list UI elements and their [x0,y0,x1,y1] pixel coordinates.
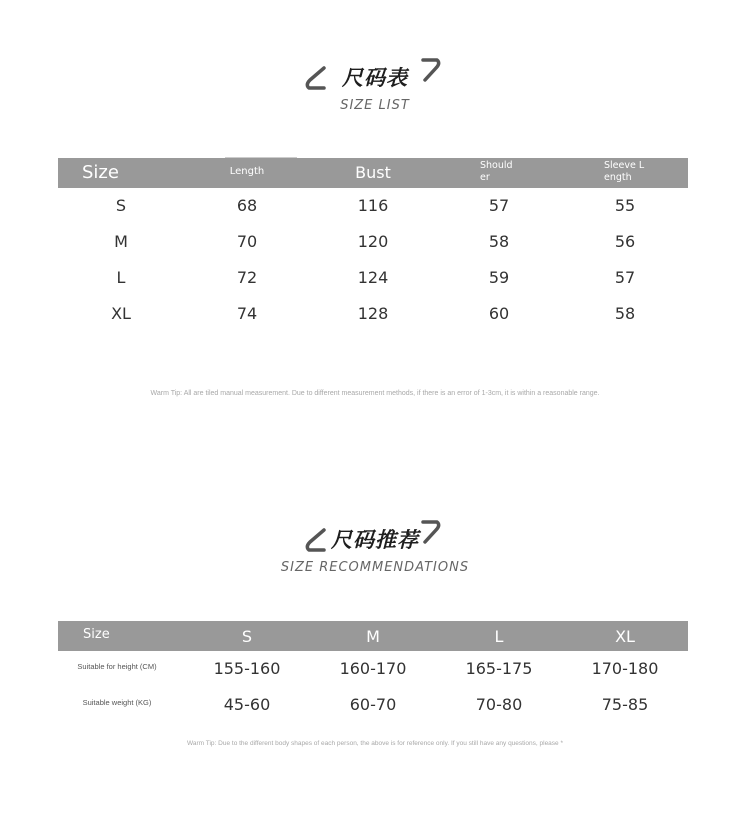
cell-sleeve: 55 [614,196,636,215]
header-size-l: L [494,627,504,646]
header-size-s: S [241,627,253,646]
header-sleeve-length: Sleeve L ength [604,160,645,183]
row-label-height: Suitable for height (CM) [77,662,157,671]
size-rec-title-en: SIZE RECOMMENDATIONS [280,560,470,575]
cell-shoulder: 58 [488,232,510,251]
right-bracket-icon [421,518,445,544]
cell-size: M [114,232,128,251]
cell-bust: 124 [357,268,389,287]
size-list-title-en: SIZE LIST [340,98,410,113]
header-divider [225,157,297,158]
size-list-warm-tip: Warm Tip: All are tiled manual measurement. Due to different measurement methods, if there is an error of 1-3cm, it is within a reasonable range. [150,390,600,397]
size-rec-table [58,621,688,721]
size-rec-title-cn: 尺码推荐 [331,528,419,552]
cell-size: L [116,268,126,287]
right-bracket-icon [421,56,445,82]
size-list-table [58,158,688,338]
header-length: Length [229,166,265,177]
header-shoulder: Should er [480,160,513,183]
cell-height-xl: 170-180 [591,659,659,678]
row-label-weight: Suitable weight (KG) [82,698,152,707]
cell-shoulder: 57 [488,196,510,215]
header-bust: Bust [355,163,391,182]
cell-sleeve: 57 [614,268,636,287]
cell-sleeve: 56 [614,232,636,251]
header-size-xl: XL [615,627,635,646]
cell-length: 74 [236,304,258,323]
header-size-m: M [366,627,380,646]
cell-weight-xl: 75-85 [601,695,649,714]
cell-length: 72 [236,268,258,287]
cell-size: XL [111,304,131,323]
cell-height-l: 165-175 [465,659,533,678]
cell-length: 70 [236,232,258,251]
cell-height-s: 155-160 [213,659,281,678]
cell-shoulder: 59 [488,268,510,287]
cell-shoulder: 60 [488,304,510,323]
cell-bust: 128 [357,304,389,323]
size-list-title-cn: 尺码表 [342,66,408,90]
size-rec-warm-tip: Warm Tip: Due to the different body shapes of each person, the above is for reference only. If you still have any questions, please * [186,740,563,747]
cell-bust: 116 [357,196,389,215]
cell-height-m: 160-170 [339,659,407,678]
cell-weight-s: 45-60 [223,695,271,714]
header-size: Size [82,162,119,183]
cell-weight-l: 70-80 [475,695,523,714]
cell-sleeve: 58 [614,304,636,323]
cell-length: 68 [236,196,258,215]
header-size: Size [83,627,110,642]
cell-bust: 120 [357,232,389,251]
cell-weight-m: 60-70 [349,695,397,714]
cell-size: S [115,196,127,215]
